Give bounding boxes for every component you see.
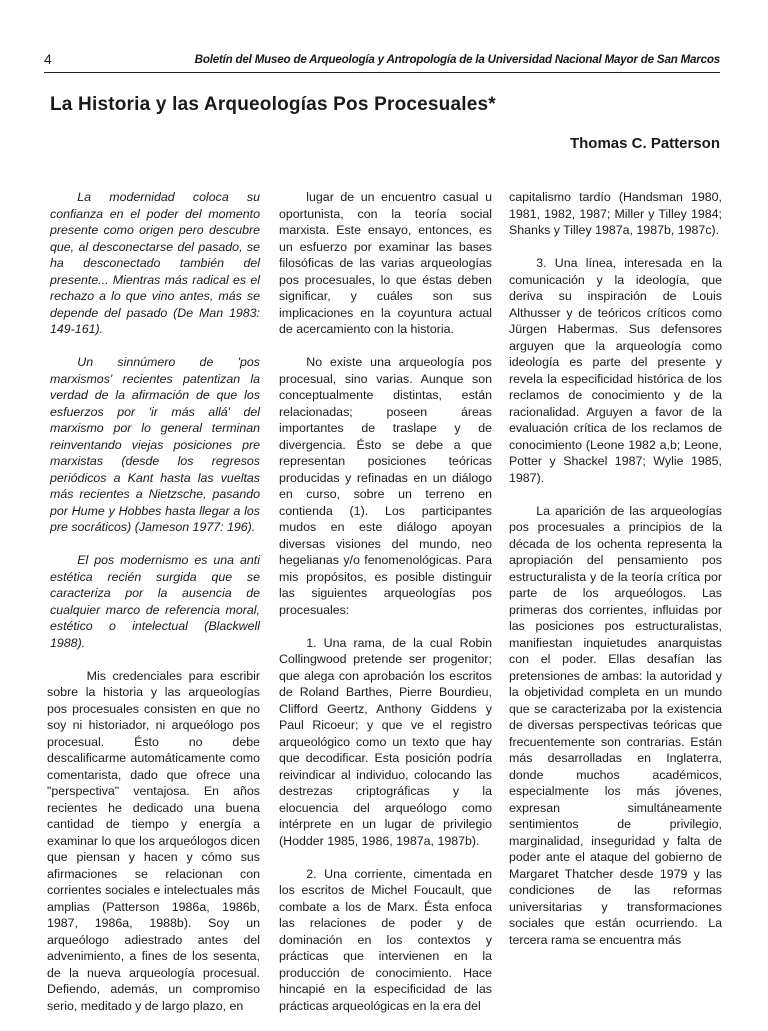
epigraph-jameson: Un sinnúmero de 'pos marxismos' recientes patentizan la verdad de la afirmación de que los esfuerzos por 'ir más allá' del marxismo por lo general terminan reinventando viejas posiciones pre marxistas (desde los regresos periódicos a Kant hasta las vueltas más recientes a Nietzsche, pasando por Hume y Hobbes hasta llegar a los pre socráticos) (Jameson 1977: 196).	[50, 355, 260, 534]
paragraph-credentials: Mis credenciales para escribir sobre la historia y las arqueologías pos procesuales consisten en que no soy ni historiador, ni arqueólogo pos procesual. Ésto no debe descalificarme automáticamente como comentarista, dado que ofrece una "perspectiva" ventajosa. En años recientes he dedicado una buena cantidad de tiempo y energía a examinar lo que los arqueólogos dicen que piensan y hacen y cómo sus afirmaciones se relacionan con corrientes sociales e intelectuales más amplias (Patterson 1986a, 1986b, 1987, 1986a, 1988b). Soy un arqueólogo adiestrado antes del advenimiento, a fines de los sesenta, de la nueva arqueología procesual. Defiendo, además, un compromiso serio, meditado y de largo plazo, en	[47, 668, 260, 1013]
text-column-3	[509, 189, 722, 965]
paragraph-branch-1: 1. Una rama, de la cual Robin Collingwood pretende ser progenitor; que alega con aprobación los escritos de Roland Barthes, Pierre Bourdieu, Clifford Geertz, Anthony Giddens y Paul Ricoeur; y que ve el registro arqueológico como un texto que hay que decodificar. Esta posición podría reivindicar al individuo, colocando las destrezas criptográficas y la elocuencia del arqueólogo como intérprete en un lugar de privilegio (Hodder 1985, 1986, 1987a, 1987b).	[279, 635, 492, 848]
paragraph-emergence: La aparición de las arqueologías pos procesuales a principios de la década de los ochenta representa la apropiación del pensamiento pos estructuralista y de la teoría crítica por parte de los arqueólogos. Las primeras dos corrientes, influidas por las posiciones pos estructuralistas, manifiestan inquietudes anarquistas con el poder. Ellas desafían las pretensiones de ambas: la autoridad y la objetividad completa en un mundo que se caracterizaba por la existencia de diversas perspectivas teóricas que frecuentemente son contrarias. Están más desarrolladas en Inglaterra, donde muchos académicos, especialmente los más jóvenes, expresan simultáneamente sentimientos de privilegio, marginalidad, inseguridad y falta de poder ante el ataque del gobierno de Margaret Thatcher desde 1979 y las condiciones de las reformas universitarias y transformaciones sociales que están ocurriendo. La tercera rama se encuentra más	[509, 503, 722, 947]
paragraph-branch-2-continued: capitalismo tardío (Handsman 1980, 1981, 1982, 1987; Miller y Tilley 1984; Shanks y Tilley 1987a, 1987b, 1987c).	[509, 190, 722, 237]
text-column-1	[47, 189, 260, 1031]
paragraph-credentials-continued: lugar de un encuentro casual u oportunista, con la teoría social marxista. Este ensayo, entonces, es un esfuerzo por examinar las bases filosóficas de las varias arqueologías pos procesuales, lo que éstas deben significar, y cuáles son sus implicaciones en la coyuntura actual de acercamiento con la historia.	[279, 190, 492, 336]
paragraph-branch-2: 2. Una corriente, cimentada en los escritos de Michel Foucault, que combate a los de Marx. Ésta enfoca las relaciones de poder y de dominación en los contextos y prácticas que intervienen en la producción de conocimiento. Hace hincapié en la especificidad de las prácticas arqueológicas en la era del	[279, 866, 492, 1013]
text-column-2	[279, 189, 492, 1031]
author-name: Thomas C. Patterson	[569, 135, 720, 152]
epigraph-de-man: La modernidad coloca su confianza en el poder del momento presente como origen pero descubre que, al desconectarse del pasado, se ha desconectado también del presente... Mientras más radical es el rechazo a lo que vino antes, más se depende del pasado (De Man 1983: 149-161).	[50, 190, 260, 336]
page-number: 4	[44, 51, 52, 67]
paragraph-no-single: No existe una arqueología pos procesual, sino varias. Aunque son conceptualmente distintas, están relacionadas; poseen áreas importantes de traslape y de divergencia. Ésto se debe a que representan posiciones teóricas producidas y refinadas en un diálogo en curso, sobre un terreno en contienda (1). Los participantes mudos en este diálogo apoyan diversas visiones del mundo, neo hegelianas y/o fenomenológicas. Para mis propósitos, es posible distinguir las siguientes arqueologías pos procesuales:	[279, 355, 492, 617]
article-title: La Historia y las Arqueologías Pos Procesuales*	[50, 94, 496, 115]
paragraph-branch-3: 3. Una línea, interesada en la comunicación y la ideología, que deriva su inspiración de Louis Althusser y de teóricos críticos como Jürgen Habermas. Sus defensores arguyen que la arqueología como ideología es parte del presente y revela la especificidad histórica de los reclamos de conocimiento y de la racionalidad. Arguyen a favor de la evaluación crítica de los reclamos de conocimiento (Leone 1982 a,b; Leone, Potter y Shackel 1987; Wylie 1985, 1987).	[509, 256, 722, 485]
journal-title: Boletín del Museo de Arqueología y Antropología de la Universidad Nacional Mayor de San Marcos	[194, 53, 720, 66]
running-header	[44, 50, 720, 73]
epigraph-blackwell: El pos modernismo es una anti estética recién surgida que se caracteriza por la ausencia de cualquier marco de referencia moral, estético o intelectual (Blackwell 1988).	[50, 553, 260, 650]
